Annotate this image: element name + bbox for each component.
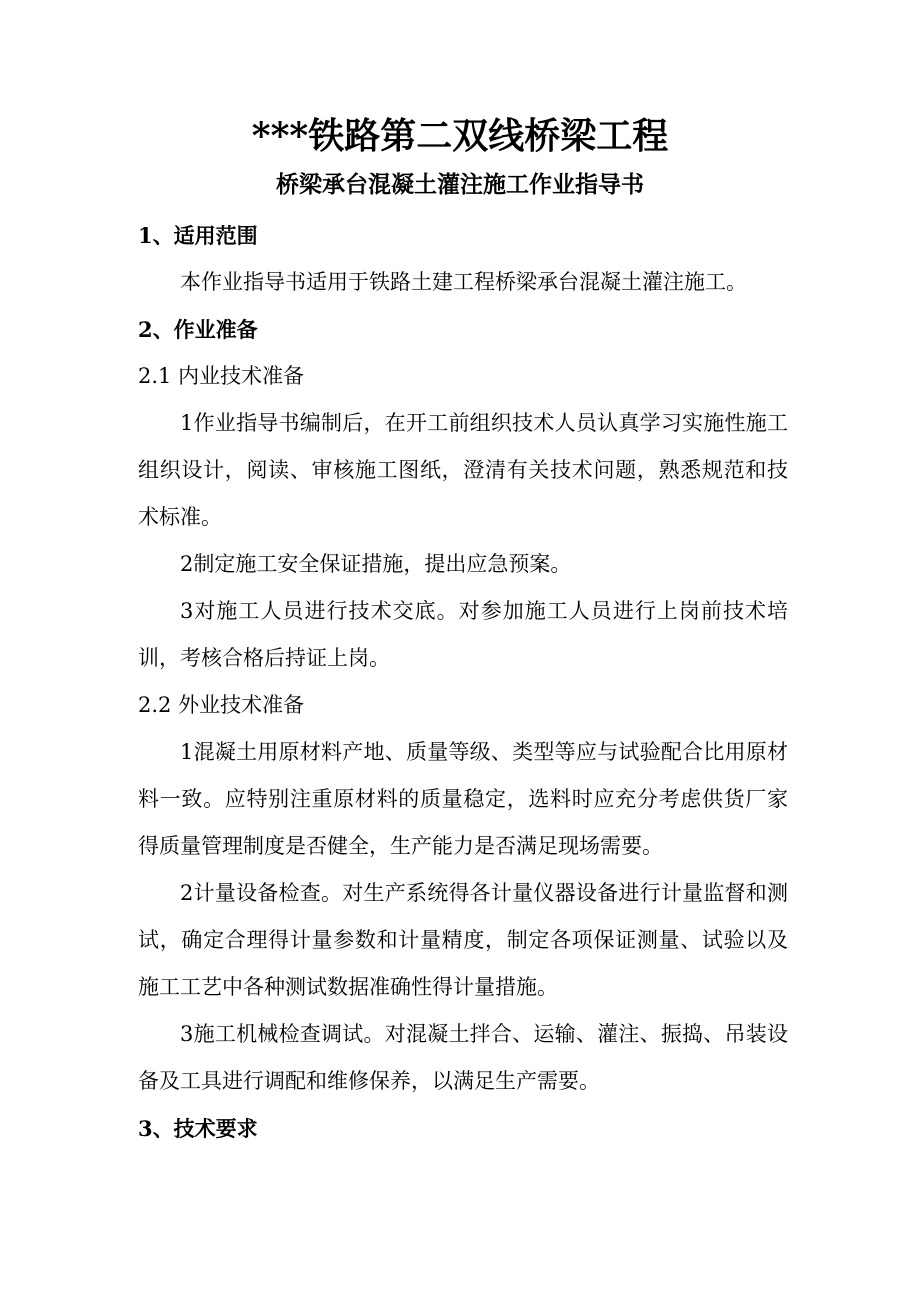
section-heading-technical-requirements: 3、技术要求	[138, 1116, 258, 1141]
document-title: ***铁路第二双线桥梁工程	[251, 115, 669, 157]
paragraph-scope: 本作业指导书适用于铁路土建工程桥梁承台混凝土灌注施工。	[180, 270, 747, 294]
paragraph-field-prep-1: 1混凝土用原材料产地、质量等级、类型等应与试验配合比用原材料一致。应特别注重原材料的质量稳定，选料时应充分考虑供货厂家得质量管理制度是否健全，生产能力是否满足现场需要。	[138, 740, 788, 858]
document-body	[138, 212, 788, 1152]
paragraph-office-prep-3: 3对施工人员进行技术交底。对参加施工人员进行上岗前技术培训，考核合格后持证上岗。	[138, 599, 788, 670]
paragraph-field-prep-2: 2计量设备检查。对生产系统得各计量仪器设备进行计量监督和测试，确定合理得计量参数和计量精度，制定各项保证测量、试验以及施工工艺中各种测试数据准确性得计量措施。	[138, 881, 788, 999]
document-subtitle: 桥梁承台混凝土灌注施工作业指导书	[276, 171, 644, 198]
paragraph-office-prep-2: 2制定施工安全保证措施，提出应急预案。	[180, 552, 572, 576]
paragraph-field-prep-3: 3施工机械检查调试。对混凝土拌合、运输、灌注、振捣、吊装设备及工具进行调配和维修保养，以满足生产需要。	[138, 1022, 788, 1093]
section-heading-preparation: 2、作业准备	[138, 317, 258, 342]
paragraph-office-prep-1: 1作业指导书编制后，在开工前组织技术人员认真学习实施性施工组织设计，阅读、审核施工图纸，澄清有关技术问题，熟悉规范和技术标准。	[138, 411, 788, 529]
subsection-heading-office-prep: 2.1 内业技术准备	[138, 364, 305, 388]
subsection-heading-field-prep: 2.2 外业技术准备	[138, 693, 305, 717]
section-heading-scope: 1、适用范围	[138, 223, 258, 248]
